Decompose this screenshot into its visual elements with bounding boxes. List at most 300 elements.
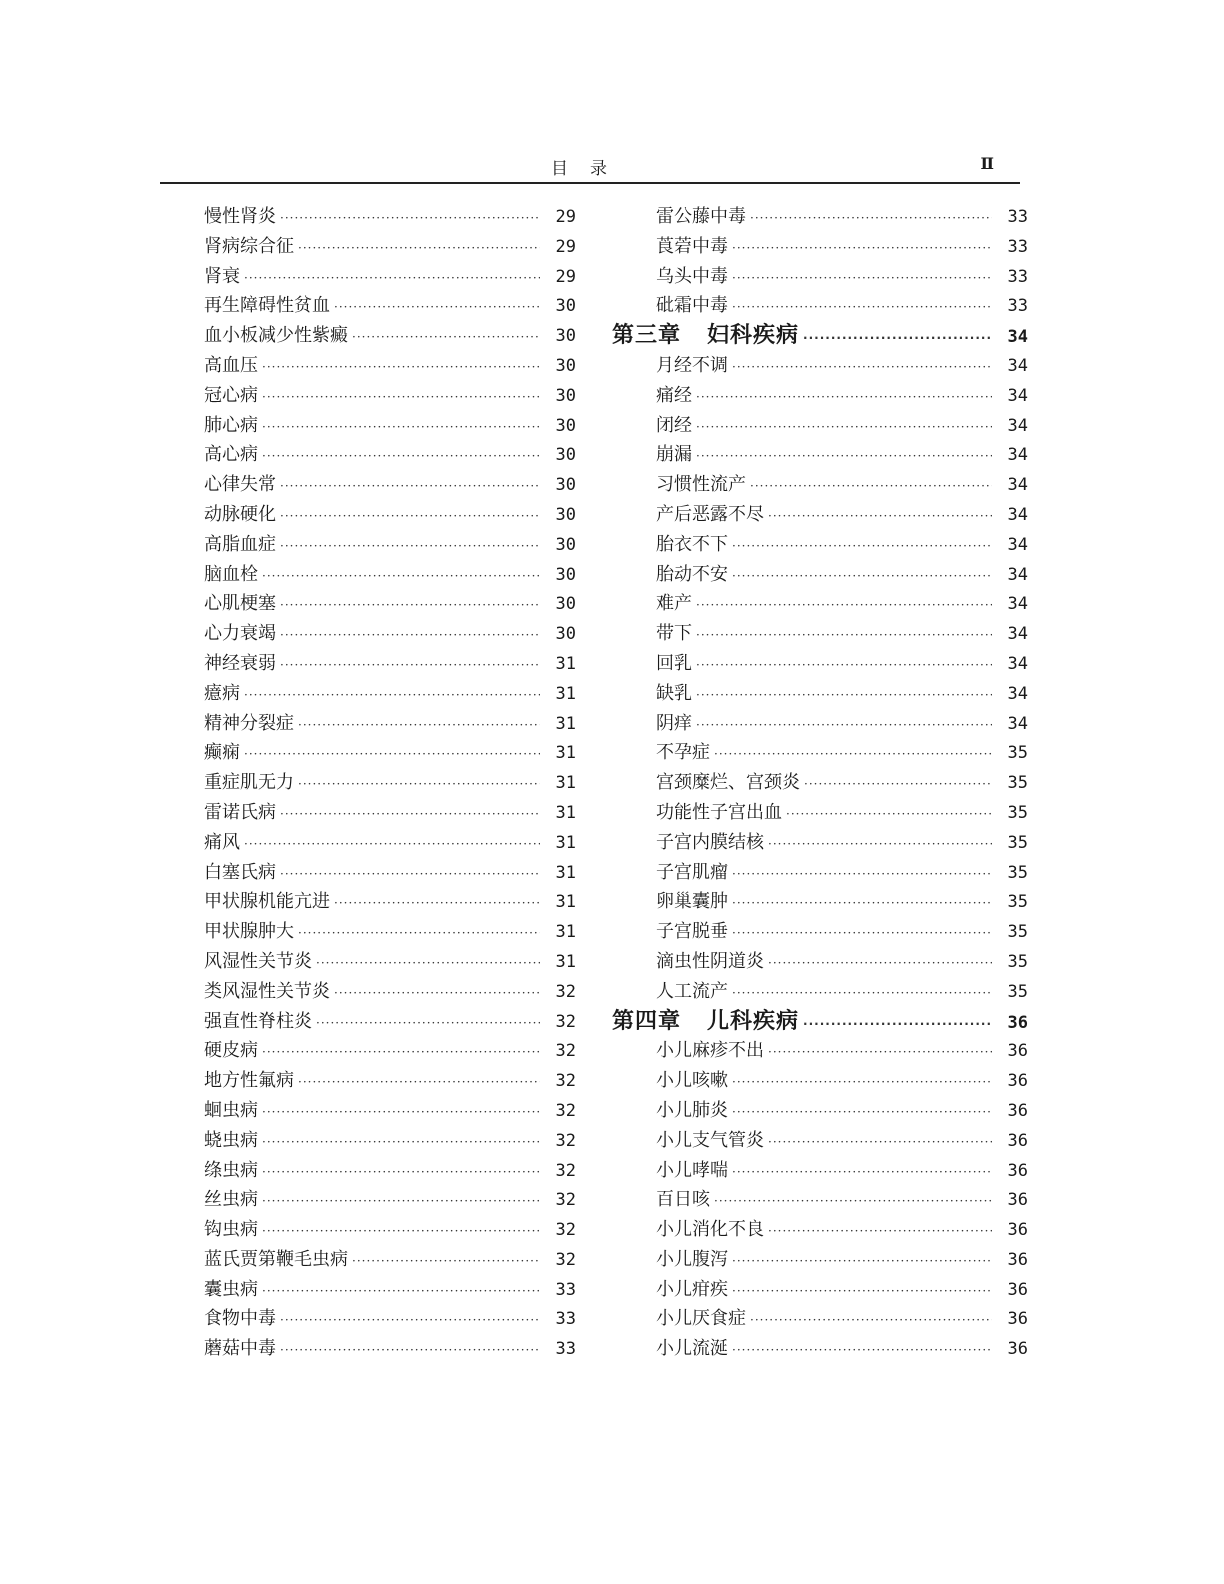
toc-entry-page: 29 xyxy=(555,236,576,257)
dot-leader xyxy=(714,740,992,770)
dot-leader xyxy=(696,711,992,741)
dot-leader xyxy=(298,770,540,800)
dot-leader xyxy=(262,1128,540,1158)
dot-leader xyxy=(244,830,540,860)
toc-entry[interactable] xyxy=(204,679,576,709)
toc-entry-label: 类风湿性关节炎 xyxy=(204,980,330,1002)
toc-entry-page: 35 xyxy=(1007,981,1028,1002)
toc-entry-page: 35 xyxy=(1007,743,1028,764)
toc-entry-page: 33 xyxy=(1007,236,1028,257)
dot-leader xyxy=(732,264,992,294)
toc-entry-label: 习惯性流产 xyxy=(656,474,746,496)
chapter-number: 第四章 xyxy=(612,1008,682,1034)
toc-entry-label: 功能性子宫出血 xyxy=(656,801,782,823)
dot-leader xyxy=(298,919,540,949)
dot-leader xyxy=(316,1009,540,1039)
toc-entry-page: 33 xyxy=(1007,296,1028,317)
toc-entry-page: 30 xyxy=(555,624,576,645)
toc-entry-label: 阴痒 xyxy=(656,712,692,734)
dot-leader xyxy=(262,1038,540,1068)
toc-entry[interactable] xyxy=(612,858,1028,888)
toc-entry-page: 35 xyxy=(1007,832,1028,853)
toc-entry-label: 乌头中毒 xyxy=(656,265,728,287)
toc-entry-label: 痛经 xyxy=(656,384,692,406)
toc-entry-page: 32 xyxy=(555,1071,576,1092)
dot-leader xyxy=(280,621,540,651)
dot-leader xyxy=(732,562,992,592)
toc-entry-page: 32 xyxy=(555,1220,576,1241)
toc-entry-page: 30 xyxy=(555,504,576,525)
toc-entry[interactable] xyxy=(204,977,576,1007)
dot-leader xyxy=(334,889,540,919)
toc-entry-page: 34 xyxy=(1007,594,1028,615)
toc-entry-label: 小儿厌食症 xyxy=(656,1308,746,1330)
toc-entry[interactable] xyxy=(204,351,576,381)
toc-entry-page: 30 xyxy=(555,415,576,436)
dot-leader xyxy=(803,324,992,354)
toc-entry-page: 36 xyxy=(1007,1041,1028,1062)
toc-entry-label: 蛔虫病 xyxy=(204,1099,258,1121)
toc-entry-page: 32 xyxy=(555,1249,576,1270)
toc-entry-page: 36 xyxy=(1007,1160,1028,1181)
dot-leader xyxy=(696,383,992,413)
dot-leader xyxy=(262,1098,540,1128)
toc-entry[interactable] xyxy=(204,709,576,739)
dot-leader xyxy=(732,1098,992,1128)
dot-leader xyxy=(768,1128,992,1158)
toc-entry[interactable] xyxy=(204,649,576,679)
toc-entry-label: 高血压 xyxy=(204,354,258,376)
toc-entry-page: 36 xyxy=(1007,1309,1028,1330)
dot-leader xyxy=(244,740,540,770)
toc-entry[interactable] xyxy=(612,291,1028,321)
toc-entry[interactable] xyxy=(204,440,576,470)
toc-entry-page: 34 xyxy=(1007,534,1028,555)
toc-entry-label: 宫颈糜烂、宫颈炎 xyxy=(656,772,800,794)
toc-entry-label: 小儿肺炎 xyxy=(656,1099,728,1121)
toc-entry-page: 30 xyxy=(555,385,576,406)
toc-entry[interactable] xyxy=(204,321,576,351)
toc-entry[interactable] xyxy=(612,917,1028,947)
toc-entry-page: 33 xyxy=(1007,266,1028,287)
toc-entry-label: 缺乳 xyxy=(656,682,692,704)
toc-entry[interactable] xyxy=(204,1156,576,1186)
toc-entry-page: 36 xyxy=(1007,1220,1028,1241)
toc-entry-label: 崩漏 xyxy=(656,444,692,466)
chapter-title xyxy=(612,321,799,351)
chapter-heading[interactable] xyxy=(612,1007,1028,1037)
toc-entry-label: 蘑菇中毒 xyxy=(204,1338,276,1360)
dot-leader xyxy=(732,919,992,949)
dot-leader xyxy=(768,1038,992,1068)
dot-leader xyxy=(280,651,540,681)
dot-leader xyxy=(244,264,540,294)
toc-entry-page: 34 xyxy=(1007,355,1028,376)
toc-entry-page: 36 xyxy=(1007,1100,1028,1121)
dot-leader xyxy=(262,1217,540,1247)
toc-entry-label: 冠心病 xyxy=(204,384,258,406)
toc-entry[interactable] xyxy=(204,1334,576,1364)
toc-entry-label: 蛲虫病 xyxy=(204,1129,258,1151)
header-divider xyxy=(160,182,1020,184)
toc-entry-label: 子宫肌瘤 xyxy=(656,861,728,883)
toc-entry-label: 重症肌无力 xyxy=(204,772,294,794)
toc-entry-label: 蓝氏贾第鞭毛虫病 xyxy=(204,1248,348,1270)
toc-entry[interactable] xyxy=(612,1215,1028,1245)
toc-entry[interactable] xyxy=(612,798,1028,828)
toc-entry[interactable] xyxy=(612,1156,1028,1186)
dot-leader xyxy=(280,204,540,234)
toc-entry[interactable] xyxy=(612,411,1028,441)
dot-leader xyxy=(262,413,540,443)
toc-entry[interactable] xyxy=(612,1126,1028,1156)
toc-entry-label: 小儿消化不良 xyxy=(656,1219,764,1241)
toc-entry-label: 硬皮病 xyxy=(204,1040,258,1062)
toc-entry[interactable] xyxy=(204,1185,576,1215)
toc-entry[interactable] xyxy=(612,1245,1028,1275)
toc-entry[interactable] xyxy=(204,1066,576,1096)
toc-entry-label: 痛风 xyxy=(204,831,240,853)
toc-entry[interactable] xyxy=(612,709,1028,739)
toc-entry-page: 31 xyxy=(555,743,576,764)
toc-entry-label: 小儿哮喘 xyxy=(656,1159,728,1181)
toc-entry-page: 35 xyxy=(1007,892,1028,913)
dot-leader xyxy=(352,1247,540,1277)
toc-entry[interactable] xyxy=(204,1215,576,1245)
toc-entry[interactable] xyxy=(204,589,576,619)
chapter-page: 34 xyxy=(1007,327,1028,348)
dot-leader xyxy=(696,651,992,681)
toc-entry-label: 强直性脊柱炎 xyxy=(204,1010,312,1032)
toc-entry-page: 36 xyxy=(1007,1339,1028,1360)
toc-entry-page: 32 xyxy=(555,1100,576,1121)
dot-leader xyxy=(732,1158,992,1188)
dot-leader xyxy=(768,830,992,860)
dot-leader xyxy=(732,1277,992,1307)
toc-entry-page: 32 xyxy=(555,1160,576,1181)
toc-entry-label: 白塞氏病 xyxy=(204,861,276,883)
dot-leader xyxy=(696,442,992,472)
toc-entry-label: 不孕症 xyxy=(656,742,710,764)
toc-entry[interactable] xyxy=(612,440,1028,470)
toc-entry-page: 31 xyxy=(555,832,576,853)
toc-entry-label: 心律失常 xyxy=(204,474,276,496)
toc-entry[interactable] xyxy=(612,619,1028,649)
toc-entry-label: 小儿疳疾 xyxy=(656,1278,728,1300)
toc-entry-page: 35 xyxy=(1007,922,1028,943)
dot-leader xyxy=(768,949,992,979)
toc-entry[interactable] xyxy=(204,500,576,530)
toc-entry[interactable] xyxy=(612,1066,1028,1096)
dot-leader xyxy=(750,472,992,502)
toc-entry-label: 甲状腺肿大 xyxy=(204,921,294,943)
toc-entry-label: 砒霜中毒 xyxy=(656,295,728,317)
dot-leader xyxy=(262,1277,540,1307)
toc-right-column xyxy=(612,202,1028,1364)
toc-entry[interactable] xyxy=(612,262,1028,292)
toc-entry[interactable] xyxy=(204,917,576,947)
dot-leader xyxy=(732,860,992,890)
toc-entry[interactable] xyxy=(204,1245,576,1275)
dot-leader xyxy=(696,591,992,621)
toc-entry[interactable] xyxy=(204,411,576,441)
toc-entry-label: 食物中毒 xyxy=(204,1308,276,1330)
toc-entry-page: 36 xyxy=(1007,1130,1028,1151)
toc-entry[interactable] xyxy=(204,530,576,560)
toc-entry[interactable] xyxy=(612,1275,1028,1305)
toc-entry[interactable] xyxy=(204,202,576,232)
dot-leader xyxy=(334,293,540,323)
toc-entry[interactable] xyxy=(612,381,1028,411)
dot-leader xyxy=(280,800,540,830)
toc-entry[interactable] xyxy=(204,1275,576,1305)
toc-entry-label: 心肌梗塞 xyxy=(204,593,276,615)
toc-entry[interactable] xyxy=(612,977,1028,1007)
dot-leader xyxy=(280,532,540,562)
dot-leader xyxy=(732,532,992,562)
toc-entry-label: 胎动不安 xyxy=(656,563,728,585)
toc-entry-label: 神经衰弱 xyxy=(204,652,276,674)
toc-entry-page: 33 xyxy=(555,1309,576,1330)
dot-leader xyxy=(262,1158,540,1188)
toc-entry-label: 小儿腹泻 xyxy=(656,1248,728,1270)
chapter-name: 妇科疾病 xyxy=(707,323,800,349)
dot-leader xyxy=(732,1247,992,1277)
toc-entry[interactable] xyxy=(612,887,1028,917)
toc-entry-page: 29 xyxy=(555,207,576,227)
toc-entry-label: 月经不调 xyxy=(656,354,728,376)
dot-leader xyxy=(280,502,540,532)
toc-entry[interactable] xyxy=(204,798,576,828)
toc-entry-label: 地方性氟病 xyxy=(204,1070,294,1092)
toc-entry-label: 绦虫病 xyxy=(204,1159,258,1181)
dot-leader xyxy=(298,711,540,741)
dot-leader xyxy=(786,800,992,830)
toc-entry-page: 34 xyxy=(1007,653,1028,674)
toc-entry-label: 小儿麻疹不出 xyxy=(656,1040,764,1062)
toc-entry-page: 32 xyxy=(555,1190,576,1211)
toc-entry-page: 35 xyxy=(1007,773,1028,794)
toc-entry-page: 31 xyxy=(555,802,576,823)
toc-entry[interactable] xyxy=(204,1126,576,1156)
toc-entry-page: 30 xyxy=(555,355,576,376)
toc-entry-page: 30 xyxy=(555,326,576,347)
dot-leader xyxy=(696,621,992,651)
dot-leader xyxy=(732,234,992,264)
toc-entry-page: 29 xyxy=(555,266,576,287)
toc-entry[interactable] xyxy=(204,887,576,917)
toc-entry[interactable] xyxy=(612,1304,1028,1334)
dot-leader xyxy=(696,413,992,443)
dot-leader xyxy=(280,1306,540,1336)
dot-leader xyxy=(262,442,540,472)
dot-leader xyxy=(732,889,992,919)
chapter-heading[interactable] xyxy=(612,321,1028,351)
toc-entry-label: 囊虫病 xyxy=(204,1278,258,1300)
toc-entry[interactable] xyxy=(612,232,1028,262)
toc-entry-page: 31 xyxy=(555,862,576,883)
toc-entry[interactable] xyxy=(204,381,576,411)
toc-entry-page: 31 xyxy=(555,922,576,943)
toc-entry-page: 35 xyxy=(1007,802,1028,823)
chapter-name: 儿科疾病 xyxy=(707,1008,800,1034)
toc-entry[interactable] xyxy=(612,560,1028,590)
dot-leader xyxy=(280,472,540,502)
toc-entry-page: 35 xyxy=(1007,951,1028,972)
toc-entry-label: 雷诺氏病 xyxy=(204,801,276,823)
toc-entry-page: 36 xyxy=(1007,1190,1028,1211)
toc-entry[interactable] xyxy=(612,828,1028,858)
toc-entry[interactable] xyxy=(204,560,576,590)
toc-entry-label: 丝虫病 xyxy=(204,1189,258,1211)
toc-entry[interactable] xyxy=(612,1036,1028,1066)
toc-entry[interactable] xyxy=(204,619,576,649)
toc-entry-page: 30 xyxy=(555,594,576,615)
toc-entry[interactable] xyxy=(612,947,1028,977)
toc-entry[interactable] xyxy=(204,738,576,768)
dot-leader xyxy=(804,770,992,800)
dot-leader xyxy=(352,323,540,353)
toc-entry-label: 百日咳 xyxy=(656,1189,710,1211)
toc-entry-label: 难产 xyxy=(656,593,692,615)
toc-entry-page: 34 xyxy=(1007,683,1028,704)
toc-entry[interactable] xyxy=(204,1304,576,1334)
toc-entry-page: 33 xyxy=(555,1279,576,1300)
toc-entry-page: 30 xyxy=(555,475,576,496)
toc-entry-label: 回乳 xyxy=(656,652,692,674)
dot-leader xyxy=(696,681,992,711)
dot-leader xyxy=(732,979,992,1009)
toc-entry-label: 肾病综合征 xyxy=(204,235,294,257)
dot-leader xyxy=(280,860,540,890)
toc-entry-label: 胎衣不下 xyxy=(656,533,728,555)
toc-entry[interactable] xyxy=(204,768,576,798)
toc-entry[interactable] xyxy=(204,947,576,977)
dot-leader xyxy=(732,293,992,323)
toc-entry-page: 34 xyxy=(1007,713,1028,734)
toc-entry[interactable] xyxy=(204,828,576,858)
toc-entry-label: 雷公藤中毒 xyxy=(656,206,746,227)
toc-entry[interactable] xyxy=(612,649,1028,679)
toc-entry[interactable] xyxy=(204,232,576,262)
dot-leader xyxy=(298,1068,540,1098)
toc-entry-page: 32 xyxy=(555,1130,576,1151)
toc-entry-label: 高心病 xyxy=(204,444,258,466)
dot-leader xyxy=(316,949,540,979)
toc-entry-page: 36 xyxy=(1007,1249,1028,1270)
toc-entry[interactable] xyxy=(612,768,1028,798)
dot-leader xyxy=(334,979,540,1009)
toc-entry[interactable] xyxy=(204,262,576,292)
toc-entry[interactable] xyxy=(612,351,1028,381)
toc-entry[interactable] xyxy=(204,470,576,500)
toc-entry[interactable] xyxy=(204,1007,576,1037)
toc-entry-page: 31 xyxy=(555,773,576,794)
page-header xyxy=(160,150,1020,186)
toc-entry-page: 34 xyxy=(1007,445,1028,466)
toc-entry-label: 带下 xyxy=(656,623,692,645)
toc-entry[interactable] xyxy=(204,858,576,888)
toc-entry-label: 滴虫性阴道炎 xyxy=(656,950,764,972)
toc-entry-page: 31 xyxy=(555,713,576,734)
toc-entry-label: 莨菪中毒 xyxy=(656,235,728,257)
toc-entry-label: 小儿支气管炎 xyxy=(656,1129,764,1151)
toc-entry-label: 甲状腺机能亢进 xyxy=(204,891,330,913)
toc-entry-page: 34 xyxy=(1007,564,1028,585)
toc-entry-page: 33 xyxy=(1007,207,1028,227)
page-number: Ⅱ xyxy=(980,154,994,173)
toc-entry-label: 动脉硬化 xyxy=(204,503,276,525)
toc-entry-label: 子宫内膜结核 xyxy=(656,831,764,853)
toc-entry[interactable] xyxy=(612,202,1028,232)
toc-entry-label: 肾衰 xyxy=(204,265,240,287)
dot-leader xyxy=(262,1187,540,1217)
toc-entry-label: 血小板减少性紫癜 xyxy=(204,325,348,347)
toc-entry[interactable] xyxy=(612,530,1028,560)
dot-leader xyxy=(750,1306,992,1336)
chapter-title xyxy=(612,1007,799,1037)
toc-entry-label: 肺心病 xyxy=(204,414,258,436)
toc-entry-label: 癫痫 xyxy=(204,742,240,764)
toc-entry[interactable] xyxy=(204,291,576,321)
toc-entry-page: 31 xyxy=(555,653,576,674)
toc-entry-page: 34 xyxy=(1007,504,1028,525)
toc-entry[interactable] xyxy=(204,1036,576,1066)
toc-entry-label: 闭经 xyxy=(656,414,692,436)
dot-leader xyxy=(262,383,540,413)
dot-leader xyxy=(768,502,992,532)
page-title: 目录 xyxy=(551,159,629,179)
dot-leader xyxy=(280,591,540,621)
toc-entry-label: 慢性肾炎 xyxy=(204,206,276,227)
dot-leader xyxy=(262,353,540,383)
toc-entry[interactable] xyxy=(612,1185,1028,1215)
toc-entry[interactable] xyxy=(612,1096,1028,1126)
toc-entry-label: 精神分裂症 xyxy=(204,712,294,734)
chapter-page: 36 xyxy=(1007,1012,1028,1033)
toc-entry-page: 32 xyxy=(555,981,576,1002)
toc-entry-label: 卵巢囊肿 xyxy=(656,891,728,913)
toc-entry-label: 心力衰竭 xyxy=(204,623,276,645)
dot-leader xyxy=(244,681,540,711)
toc-entry[interactable] xyxy=(612,500,1028,530)
toc-entry-label: 产后恶露不尽 xyxy=(656,503,764,525)
toc-entry-label: 钩虫病 xyxy=(204,1219,258,1241)
dot-leader xyxy=(750,204,992,234)
dot-leader xyxy=(803,1010,992,1040)
toc-entry-page: 33 xyxy=(555,1339,576,1360)
toc-left-column xyxy=(204,202,576,1364)
toc-entry-label: 子宫脱垂 xyxy=(656,921,728,943)
dot-leader xyxy=(732,1336,992,1366)
toc-entry-page: 31 xyxy=(555,892,576,913)
toc-entry[interactable] xyxy=(612,470,1028,500)
toc-entry-page: 31 xyxy=(555,951,576,972)
toc-entry-label: 小儿咳嗽 xyxy=(656,1070,728,1092)
toc-entry-page: 30 xyxy=(555,445,576,466)
toc-entry-page: 34 xyxy=(1007,415,1028,436)
dot-leader xyxy=(732,353,992,383)
toc-entry[interactable] xyxy=(612,1334,1028,1364)
toc-entry-page: 36 xyxy=(1007,1279,1028,1300)
toc-entry[interactable] xyxy=(612,589,1028,619)
toc-entry-page: 35 xyxy=(1007,862,1028,883)
toc-entry-label: 癔病 xyxy=(204,682,240,704)
dot-leader xyxy=(714,1187,992,1217)
toc-entry[interactable] xyxy=(612,679,1028,709)
toc-entry[interactable] xyxy=(204,1096,576,1126)
toc-entry[interactable] xyxy=(612,738,1028,768)
